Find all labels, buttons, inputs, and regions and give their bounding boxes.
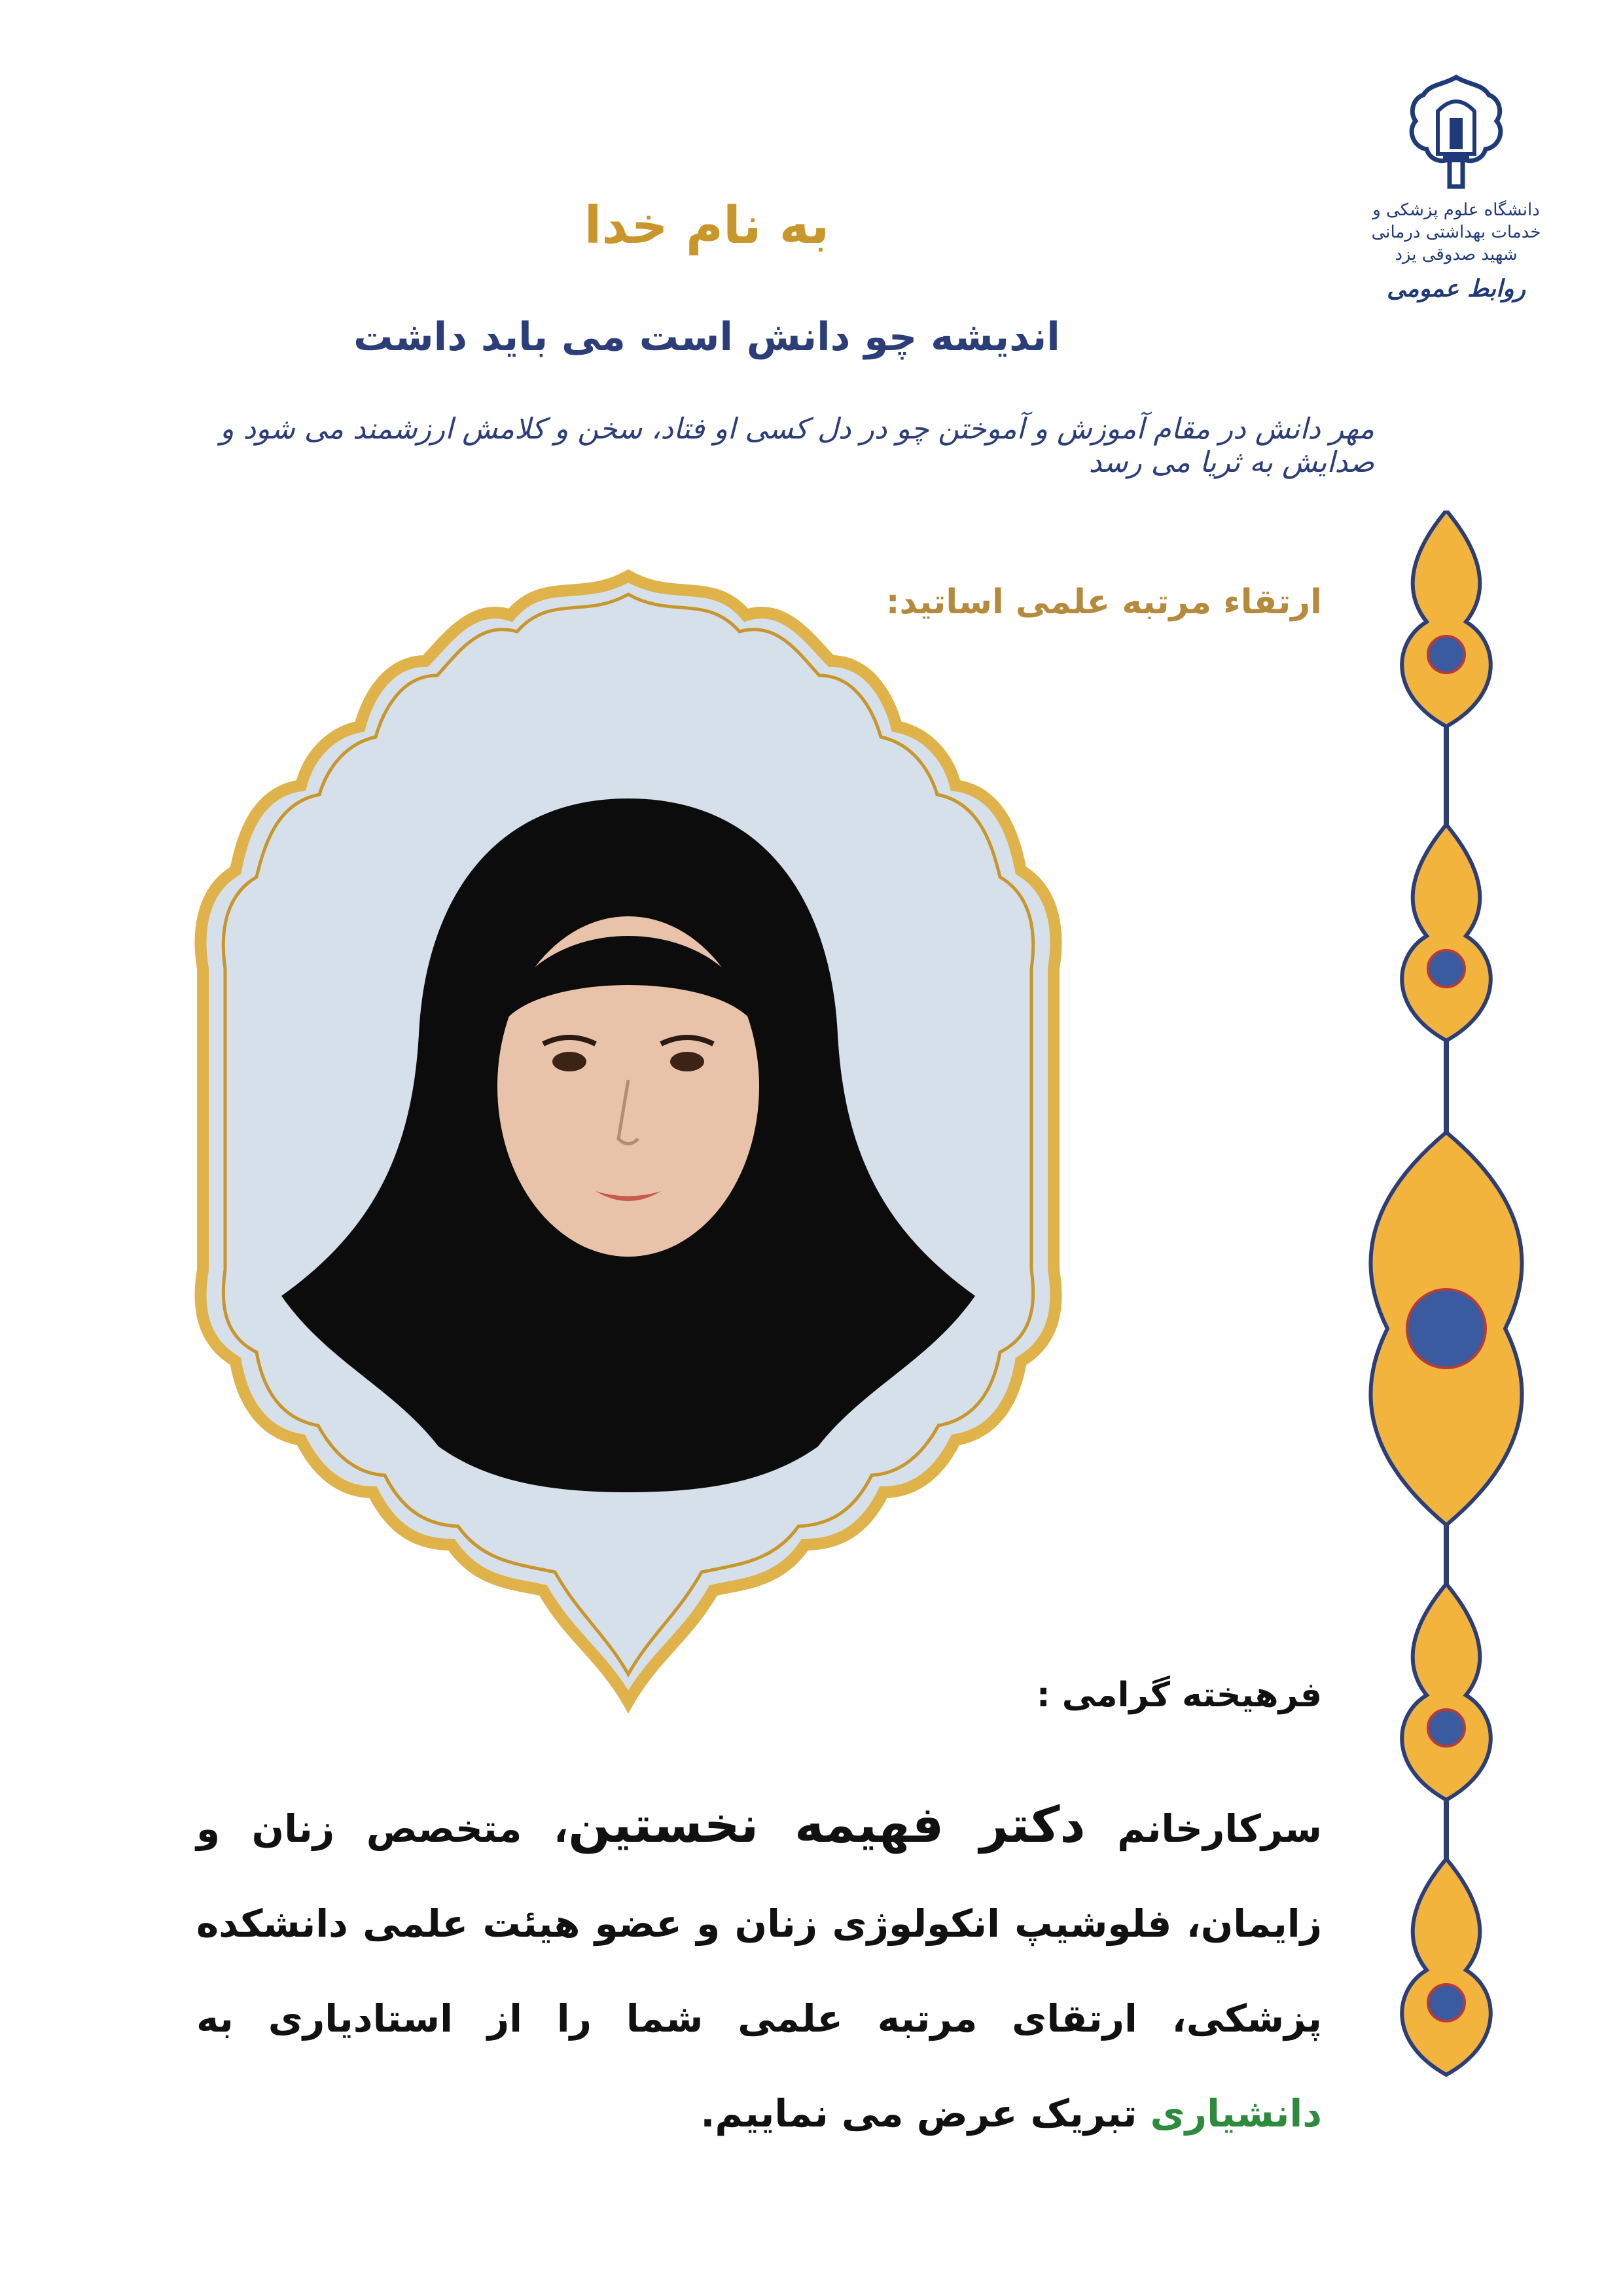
new-rank: دانشیاری xyxy=(1150,2091,1322,2136)
portrait-frame xyxy=(177,563,1080,1715)
verse-line: مهر دانش در مقام آموزش و آموختن چو در دل کسی او فتاد، سخن و کلامش ارزشمند می شود و صدایش به ثریا می رسد xyxy=(220,412,1374,479)
letter-body xyxy=(196,1777,1322,2161)
greeting-line: فرهیخته گرامی : xyxy=(1036,1676,1322,1715)
ornament-border-icon xyxy=(1342,511,1551,2094)
university-name: دانشگاه علوم پزشکی و خدمات بهداشتی درمانی xyxy=(1371,200,1541,242)
letter-text-2: تبریک عرض می نماییم. xyxy=(700,2091,1137,2136)
bismillah-title: به نام خدا xyxy=(584,196,830,255)
honoree-name: دکتر فهیمه نخستین xyxy=(568,1795,1086,1854)
university-city: شهید صدوقی یزد xyxy=(1395,245,1518,264)
motto-line: اندیشه چو دانش است می باید داشت xyxy=(353,314,1060,360)
salutation: سرکارخانم xyxy=(1117,1806,1322,1851)
logo-emblem-icon xyxy=(1397,72,1515,196)
department-name: روابط عمومی xyxy=(1387,275,1525,302)
letter-text-1: ، متخصص زنان و زایمان، فلوشیپ انکولوژی زنان و عضو هیئت علمی دانشکده پزشکی، ارتقای مرتبه علمی شما را از استادیاری به xyxy=(196,1806,1322,2041)
section-title: ارتقاء مرتبه علمی اساتید: xyxy=(885,583,1322,622)
